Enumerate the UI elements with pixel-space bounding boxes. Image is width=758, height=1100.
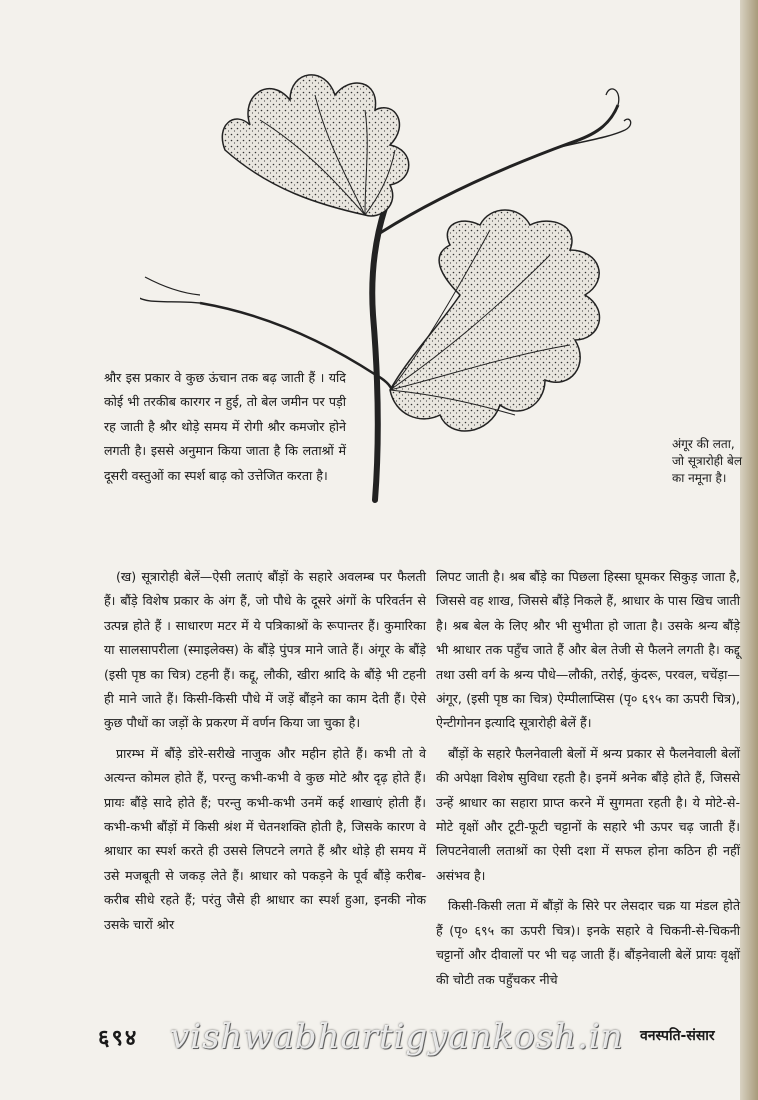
right-column <box>436 565 740 992</box>
page-number: ६९४ <box>98 1026 139 1051</box>
watermark: vishwabhartigyankosh.in <box>170 1017 624 1057</box>
left-column <box>104 565 426 937</box>
paragraph: (ख) सूत्रारोही बेलें—ऐसी लताएं बौंड़ों के सहारे अवलम्ब पर फैलती हैं। बौंड़े विशेष प्रकार के अंग हैं, जो पौधे के दूसरे अंगों के परिवर्तन से उत्पन्न होते हैं । साधारण मटर में ये पत्रिकाश्रों के रूपान्तर हैं। कुमारिका या सालसापरीला (स्माइलेक्स) के बौंड़े पुंपत्र माने जाते हैं। अंगूर के बौंड़े (इसी पृष्ठ का चित्र) टहनी हैं। कद्दू, लौकी, खीरा श्रादि के बौंड़े भी टहनी ही माने जाते हैं। किसी-किसी पौधे में जड़ें बौंड़ने का काम देती हैं। ऐसे कुछ पौधों का जड़ों के प्रकरण में वर्णन किया जा चुका है। <box>104 569 426 731</box>
paragraph: किसी-किसी लता में बौंड़ों के सिरे पर लेसदार चक्र या मंडल होते हैं (पृ० ६९५ का ऊपरी चित्र)। इनके सहारे वे चिकनी-से-चिकनी चट्टानों और दीवालों पर भी चढ़ जाती हैं। बौंड़नेवाली बेलें प्रायः वृक्षों की चोटी तक पहुँचकर नीचे <box>436 898 740 987</box>
page-edge-shadow <box>740 0 758 1100</box>
paragraph: बौंड़ों के सहारे फैलनेवाली बेलों में श्रन्य प्रकार से फैलनेवाली बेलों की अपेक्षा विशेष सुविधा रहती है। इनमें श्रनेक बौंड़े होते हैं, जिससे उन्हें श्राधार का सहारा प्राप्त करने में सुगमता रहती है। ये मोटे-से-मोटे वृक्षों और टूटी-फूटी चट्टानों के सहारे भी ऊपर चढ़ जाती हैं। लिपटनेवाली लताश्रों का ऐसी दशा में सफल होना कठिन ही नहीं असंभव है। <box>436 745 740 883</box>
intro-paragraph: श्रौर इस प्रकार वे कुछ ऊंचान तक बढ़ जाती हैं । यदि कोई भी तरकीब कारगर न हुई, तो बेल जमीन पर पड़ी रह जाती है श्रौर थोड़े समय में रोगी श्रौर कमजोर होने लगती है। इससे अनुमान किया जाता है कि लताश्रों में दूसरी वस्तुओं का स्पर्श बाढ़ को उत्तेजित करता है। <box>104 370 346 483</box>
figure-caption: अंगूर की लता, जो सूत्रारोही बेल का नमूना है। <box>672 437 742 485</box>
paragraph: प्रारम्भ में बौंड़े डोरे-सरीखे नाजुक और महीन होते हैं। कभी तो वे अत्यन्त कोमल होते हैं, परन्तु कभी-कभी वे कुछ मोटे श्रौर दृढ़ होते हैं। प्रायः बौंड़े सादे होते हैं; परन्तु कभी-कभी उनमें कई शाखाएं होती हैं। कभी-कभी बौंड़ों में किसी श्रंश में चेतनशक्ति होती है, जिसके कारण वे श्राधार का स्पर्श करते ही उससे लिपटने लगते हैं श्रौर थोड़े ही समय में उसे मजबूती से जकड़ लेते हैं। श्राधार को पकड़ने के पूर्व बौंड़े करीब-करीब सीधे रहते हैं; परंतु जैसे ही श्राधार का स्पर्श हुआ, इनकी नोक उसके चारों श्रोर <box>104 745 426 932</box>
paragraph: लिपट जाती है। श्रब बौंड़े का पिछला हिस्सा घूमकर सिकुड़ जाता है, जिससे वह शाख, जिससे बौंड़े निकले हैं, श्राधार के पास खिच जाती है। श्रब बेल के लिए श्रौर भी सुभीता हो जाता है। उसके श्रन्य बौंड़े भी श्राधार तक पहुँच जाते हैं और बेल तेजी से फैलने लगती है। कद्दू तथा उसी वर्ग के श्रन्य पौधे—लौकी, तरोई, कुंदरू, परवल, चचेंड़ा—अंगूर, (इसी पृष्ठ का चित्र) ऐम्पीलाप्सिस (पृ० ६९५ का ऊपरी चित्र), ऐन्टीगोनन इत्यादि सूत्रारोही बेलें हैं। <box>436 569 740 731</box>
section-title: वनस्पति-संसार <box>640 1028 715 1044</box>
